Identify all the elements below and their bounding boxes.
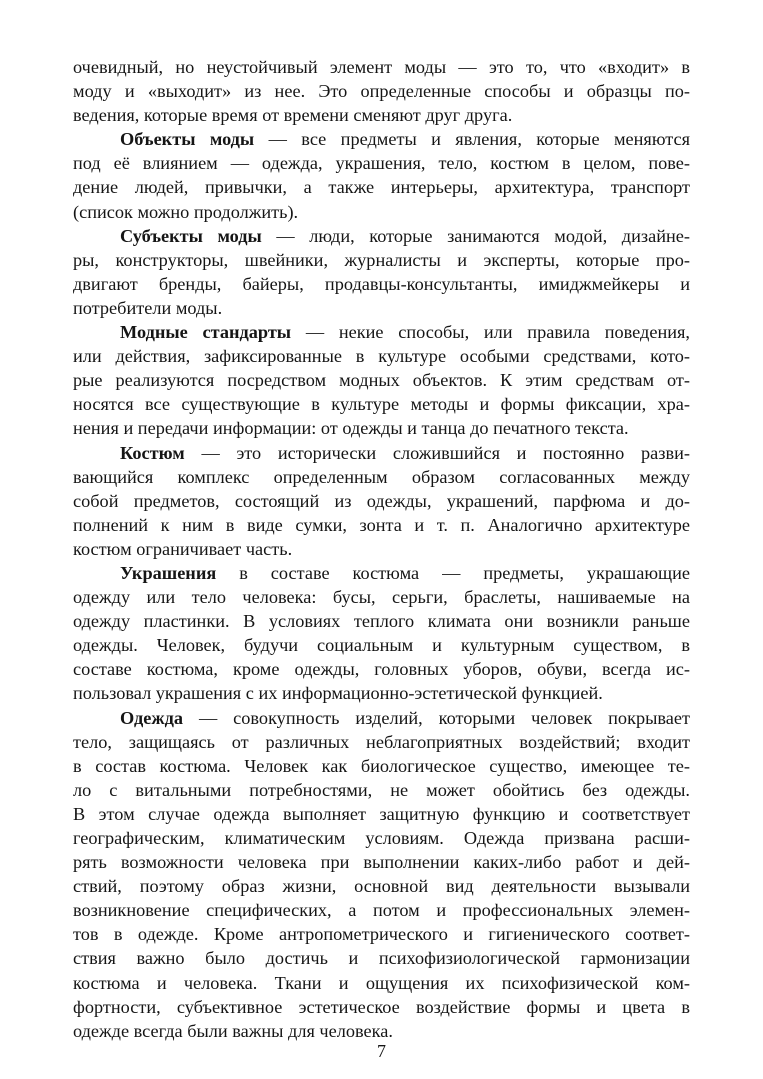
text-line: [73, 657, 690, 681]
line-text: двигают бренды, байеры, продавцы-консультанты, имиджмейкеры и: [73, 273, 690, 294]
line-text: одежду пластинки. В условиях теплого климата они возникли раньше: [73, 611, 690, 632]
paragraph: [73, 55, 690, 127]
term-heading: Костюм: [120, 442, 185, 463]
text-line: [73, 898, 690, 922]
text-line: [73, 465, 690, 489]
line-text: дение людей, привычки, а также интерьеры, архитектура, транспорт: [73, 177, 690, 198]
line-text: или действия, зафиксированные в культуре особыми средствами, кото-: [73, 346, 690, 367]
line-text: возникновение специфических, а потом и профессиональных элемен-: [73, 900, 690, 921]
text-line: [73, 489, 690, 513]
line-text: собой предметов, состоящий из одежды, украшений, парфюма и до-: [73, 490, 690, 511]
text-line: [73, 513, 690, 537]
line-text: фортности, субъективное эстетическое воздействие формы и цвета в: [73, 996, 690, 1017]
text-line: [73, 730, 690, 754]
text-line: [73, 127, 690, 151]
text-line: [73, 633, 690, 657]
page-number: 7: [377, 1041, 386, 1061]
text-line: [73, 55, 690, 79]
text-line: [73, 971, 690, 995]
text-line: [73, 392, 690, 416]
text-line: [73, 344, 690, 368]
text-line: [73, 537, 690, 561]
paragraph: [73, 706, 690, 1043]
line-text: — люди, которые занимаются модой, дизайне-: [261, 225, 690, 246]
term-heading: Объекты моды: [120, 129, 255, 150]
text-line: [73, 874, 690, 898]
text-line: [73, 1019, 690, 1043]
line-text: тело, защищаясь от различных неблагоприятных воздействий; входит: [73, 731, 690, 752]
line-text: одежды. Человек, будучи социальным и культурным существом, в: [73, 635, 690, 656]
text-line: [73, 416, 690, 440]
term-heading: Украшения: [120, 562, 217, 583]
text-line: [73, 802, 690, 826]
line-text: ствия важно было достичь и психофизиологической гармонизации: [73, 948, 690, 969]
text-line: [73, 272, 690, 296]
paragraph: [73, 441, 690, 561]
line-text: потребители моды.: [73, 297, 223, 318]
line-text: рять возможности человека при выполнении каких-либо работ и дей-: [73, 852, 690, 873]
line-text: — это исторически сложившийся и постоянно разви-: [184, 442, 690, 463]
line-text: одежду или тело человека: бусы, серьги, браслеты, нашиваемые на: [73, 587, 690, 608]
text-line: [73, 826, 690, 850]
line-text: одежде всегда были важны для человека.: [73, 1020, 393, 1041]
text-line: [73, 561, 690, 585]
paragraph: [73, 224, 690, 320]
text-line: [73, 706, 690, 730]
line-text: составе костюма, кроме одежды, головных уборов, обуви, всегда ис-: [73, 659, 690, 680]
line-text: в состав костюма. Человек как биологическое существо, имеющее те-: [73, 755, 690, 776]
text-line: [73, 922, 690, 946]
text-line: [73, 200, 690, 224]
line-text: ствий, поэтому образ жизни, основной вид деятельности вызывали: [73, 876, 690, 897]
line-text: носятся все существующие в культуре методы и формы фиксации, хра-: [73, 394, 690, 415]
line-text: нения и передачи информации: от одежды и танца до печатного текста.: [73, 418, 629, 439]
term-heading: Субъекты моды: [120, 225, 262, 246]
line-text: под её влиянием — одежда, украшения, тело, костюм в целом, пове-: [73, 153, 690, 174]
text-line: [73, 681, 690, 705]
text-line: [73, 441, 690, 465]
text-line: [73, 296, 690, 320]
text-line: [73, 778, 690, 802]
text-line: [73, 224, 690, 248]
text-line: [73, 248, 690, 272]
text-line: [73, 320, 690, 344]
text-line: [73, 850, 690, 874]
line-text: — все предметы и явления, которые меняются: [254, 129, 690, 150]
line-text: вающийся комплекс определенным образом согласованных между: [73, 466, 690, 487]
text-line: [73, 946, 690, 970]
term-heading: Одежда: [120, 707, 183, 728]
line-text: ло с витальными потребностями, не может обойтись без одежды.: [73, 779, 690, 800]
body-text: [73, 55, 690, 1043]
text-line: [73, 754, 690, 778]
line-text: полнений к ним в виде сумки, зонта и т. п. Аналогично архитектуре: [73, 514, 690, 535]
text-line: [73, 585, 690, 609]
line-text: костюма и человека. Ткани и ощущения их психофизической ком-: [73, 972, 690, 993]
line-text: — некие способы, или правила поведения,: [291, 322, 690, 343]
text-line: [73, 79, 690, 103]
paragraph: [73, 561, 690, 706]
line-text: костюм ограничивает часть.: [73, 538, 293, 559]
line-text: ры, конструкторы, швейники, журналисты и эксперты, которые про-: [73, 249, 690, 270]
line-text: географическим, климатическим условиям. Одежда призвана расши-: [73, 828, 690, 848]
line-text: тов в одежде. Кроме антропометрического и гигиенического соответ-: [73, 924, 690, 945]
text-line: [73, 103, 690, 127]
term-heading: Модные стандарты: [120, 322, 292, 343]
text-line: [73, 609, 690, 633]
line-text: рые реализуются посредством модных объектов. К этим средствам от-: [73, 370, 690, 391]
text-line: [73, 368, 690, 392]
text-line: [73, 151, 690, 175]
paragraph: [73, 320, 690, 440]
text-line: [73, 995, 690, 1019]
text-line: [73, 175, 690, 199]
line-text: — совокупность изделий, которыми человек покрывает: [183, 707, 690, 728]
paragraph: [73, 127, 690, 223]
line-text: В этом случае одежда выполняет защитную функцию и соответствует: [73, 803, 690, 824]
line-text: моду и «выходит» из нее. Это определенные способы и образцы по-: [73, 81, 690, 102]
line-text: пользовал украшения с их информационно-эстетической функцией.: [73, 683, 603, 704]
line-text: ведения, которые время от времени сменяют друг друга.: [73, 105, 513, 126]
line-text: (список можно продолжить).: [73, 201, 299, 222]
line-text: очевидный, но неустойчивый элемент моды — это то, что «входит» в: [73, 57, 690, 77]
line-text: в составе костюма — предметы, украшающие: [216, 562, 690, 583]
